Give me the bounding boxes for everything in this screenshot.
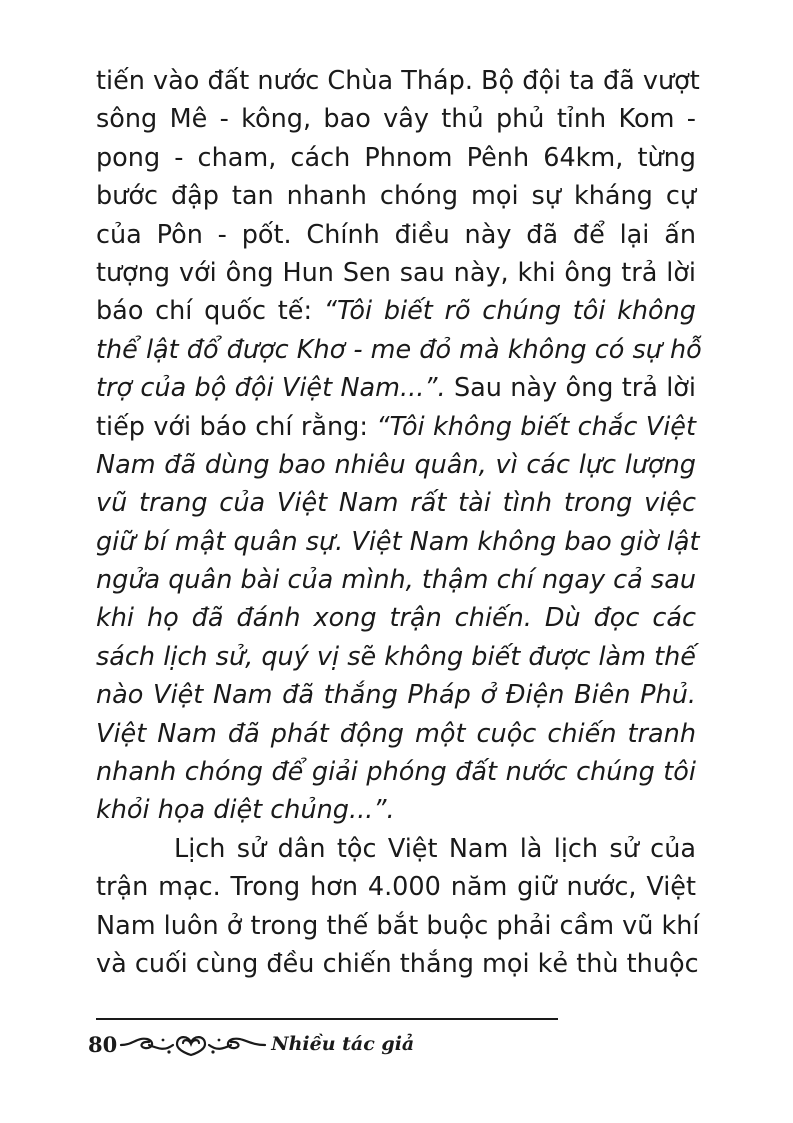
text-line (96, 868, 696, 906)
quote-run: “Tôi biết rõ chúng tôi không (323, 296, 696, 327)
text-run: Lịch sử dân tộc Việt Nam là lịch sử của (174, 833, 696, 864)
quote-line (96, 715, 696, 753)
footer-divider (96, 1018, 558, 1020)
text-line (96, 945, 699, 983)
quote-line (96, 446, 696, 484)
quote-line (96, 484, 696, 522)
text-line (96, 254, 696, 292)
quote-line (96, 561, 696, 599)
quote-run: khỏi họa diệt chủng...”. (96, 795, 395, 826)
page-footer (88, 1028, 414, 1060)
quote-line (96, 599, 696, 637)
text-run: tiến vào đất nước Chùa Tháp. Bộ đội ta đã vượt (96, 66, 700, 96)
quote-line (96, 753, 696, 791)
flourish-ornament-icon (119, 1031, 269, 1057)
text-line (96, 62, 700, 100)
quote-run: giữ bí mật quân sự. Việt Nam không bao giờ lật (96, 526, 700, 557)
text-line (96, 292, 696, 330)
text-run: của Pôn - pốt. Chính điều này đã để lại ấn (96, 219, 696, 250)
text-line (96, 408, 696, 446)
quote-run: “Tôi không biết chắc Việt (376, 411, 696, 442)
text-run: trận mạc. Trong hơn 4.000 năm giữ nước, Việt (96, 872, 696, 903)
paragraph-first-line (96, 830, 696, 868)
text-line (96, 216, 696, 254)
text-run: sông Mê - kông, bao vây thủ phủ tỉnh Kom - (96, 104, 696, 135)
quote-line (96, 331, 702, 369)
quote-run: nào Việt Nam đã thắng Pháp ở Điện Biên Phủ. (96, 680, 696, 711)
text-line (96, 907, 700, 945)
text-run: tượng với ông Hun Sen sau này, khi ông trả lời (96, 257, 696, 288)
text-run: báo chí quốc tế: (96, 296, 324, 327)
author-name: Nhiều tác giả (271, 1033, 415, 1055)
quote-run: thể lật đổ được Khơ - me đỏ mà không có sự hỗ (96, 334, 702, 365)
page-number: 80 (88, 1031, 118, 1057)
quote-line (96, 676, 696, 714)
text-line (96, 369, 696, 407)
quote-run: trợ của bộ đội Việt Nam...”. (96, 373, 446, 404)
text-line (96, 139, 696, 177)
quote-line (96, 523, 700, 561)
text-run: bước đập tan nhanh chóng mọi sự kháng cự (96, 181, 696, 212)
text-run: Sau này ông trả lời (445, 373, 696, 404)
quote-line (96, 791, 696, 829)
quote-run: nhanh chóng để giải phóng đất nước chúng tôi (96, 757, 696, 788)
text-line (96, 100, 696, 138)
quote-run: sách lịch sử, quý vị sẽ không biết được làm thế (96, 641, 696, 672)
text-run: pong - cham, cách Phnom Pênh 64km, từng (96, 142, 696, 173)
quote-run: khi họ đã đánh xong trận chiến. Dù đọc các (96, 603, 696, 634)
text-run: Nam luôn ở trong thế bắt buộc phải cầm vũ khí (96, 910, 700, 941)
quote-line (96, 638, 696, 676)
body-text (96, 62, 702, 983)
text-run: và cuối cùng đều chiến thắng mọi kẻ thù thuộc (96, 948, 699, 979)
text-run: tiếp với báo chí rằng: (96, 411, 377, 442)
quote-run: Việt Nam đã phát động một cuộc chiến tranh (96, 718, 696, 749)
text-line (96, 177, 696, 215)
quote-run: Nam đã dùng bao nhiêu quân, vì các lực lượng (96, 449, 696, 480)
quote-run: vũ trang của Việt Nam rất tài tình trong việc (96, 488, 696, 519)
quote-run: ngửa quân bài của mình, thậm chí ngay cả sau (96, 565, 696, 596)
